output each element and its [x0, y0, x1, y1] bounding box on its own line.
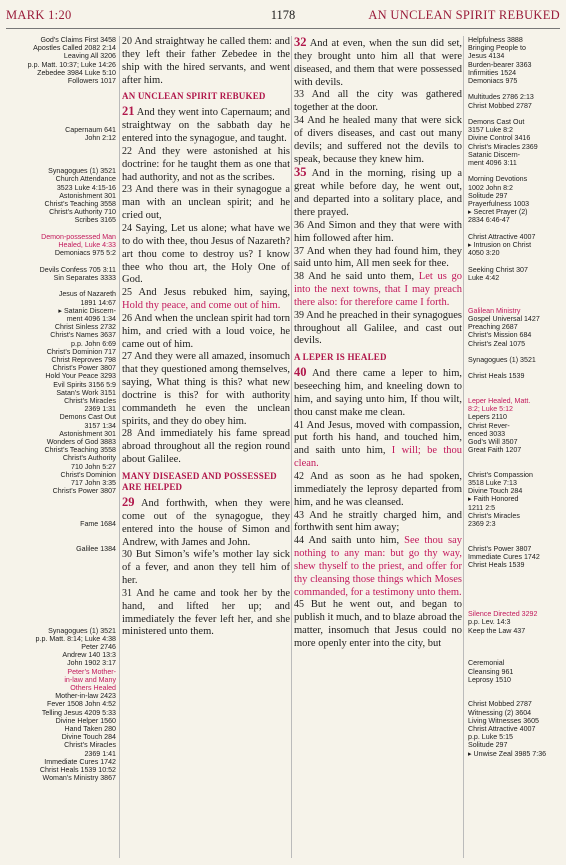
cross-reference-line: Christ’s Authority [62, 454, 116, 463]
verse [294, 36, 462, 89]
cross-reference-line: Satan’s Work 3151 [56, 388, 116, 397]
cross-reference-line: Astonishment 301 [59, 191, 116, 200]
cross-reference-line [466, 536, 564, 544]
cross-reference-line: 717 John 3:35 [71, 478, 116, 487]
verse-number: 29 [122, 495, 135, 509]
cross-reference-line [466, 594, 564, 602]
words-of-christ: I will; be thou clean. [294, 445, 462, 470]
cross-reference-line: p.p. Matt. 8:14; Luke 4:38 [35, 634, 116, 643]
cross-reference-line [466, 290, 564, 298]
cross-reference-line: Christ Mobbed 2787 [468, 700, 532, 709]
verse-text: And Jesus, moved with compassion, put forth his hand, and touched him, and saith unto him, [294, 419, 462, 457]
cross-reference-line [466, 257, 564, 265]
cross-reference-line: Immediate Cures 1742 [468, 552, 540, 561]
cross-reference-line: Healed, Luke 4:33 [58, 241, 116, 250]
verse-text: And there came a leper to him, beseeching him, and kneeling down to him, and saying unto him, If thou wilt, thou canst make me clean. [294, 368, 462, 418]
verse-text: And Jesus rebuked him, saying, [138, 287, 290, 299]
cross-reference-line [2, 512, 118, 520]
cross-reference-line [466, 643, 564, 651]
cross-reference-line: Wonders of God 3883 [46, 437, 116, 446]
cross-reference-line: Jesus of Nazareth [58, 290, 116, 299]
cross-reference-line: Preaching 2687 [468, 323, 518, 332]
cross-reference-line: Christ Attractive 4007 [468, 232, 536, 241]
cross-reference-line: Christ Sinless 2732 [54, 323, 116, 332]
cross-reference-line: ▸ Unwise Zeal 3985 7:36 [468, 749, 547, 758]
cross-reference-line: Devils Confess 705 3:11 [39, 265, 116, 274]
cross-reference-line: 2369 2:3 [468, 519, 496, 528]
verse-number: 38 [294, 271, 304, 283]
cross-reference-line: God’s Claims First 3458 [40, 36, 116, 44]
cross-reference-line [466, 282, 564, 290]
cross-reference-line [466, 110, 564, 118]
cross-reference-line: Christ Reproves 798 [51, 355, 116, 364]
verse-number: 42 [294, 471, 304, 482]
cross-reference-line: ment 4096 3:11 [468, 159, 517, 168]
cross-reference-line: Demoniacs 975 [468, 77, 518, 86]
cross-reference-line: Christ’s Names 3637 [50, 331, 116, 340]
words-of-christ: See thou say nothing to any man: but go thy way, shew thyself to the priest, and offer for thy cleansing those things which Moses commanded, for a testimony unto them. [294, 535, 462, 598]
verse-number: 25 [122, 287, 132, 299]
verse-number: 45 [294, 599, 304, 611]
verse-number: 41 [294, 419, 304, 431]
cross-reference-line: Christ’s Power 3807 [468, 544, 532, 553]
verse-number: 33 [294, 89, 304, 101]
verse [294, 366, 462, 419]
cross-reference-line [2, 504, 118, 512]
text-column-1 [122, 36, 290, 864]
cross-reference-line [466, 684, 564, 692]
verse-text: And they were astonished at his doctrine: for he taught them as one that had authority, and not as the scribes. [122, 145, 290, 183]
cross-reference-line: 3518 Luke 7:13 [468, 478, 517, 487]
left-column-divider [119, 36, 120, 858]
verse-text: And when the unclean spirit had torn him, and cried with a loud voice, he came out of him. [122, 312, 290, 350]
cross-reference-line: Great Faith 1207 [468, 446, 522, 455]
verse-text: And straightway he called them: and they left their father Zebedee in the ship with the hired servants, and went after him. [122, 36, 290, 86]
cross-reference-line [2, 618, 118, 626]
cross-reference-line: Immediate Cures 1742 [44, 757, 116, 766]
cross-reference-line: Christ’s Power 3807 [52, 364, 116, 373]
cross-reference-line: Christ Mobbed 2787 [468, 101, 532, 110]
cross-reference-line: ▸ Secret Prayer (2) [468, 208, 528, 217]
cross-reference-line [2, 577, 118, 585]
cross-reference-line [2, 586, 118, 594]
page-header [6, 8, 560, 28]
cross-reference-line: 2834 6:46-47 [468, 216, 510, 225]
verse-number: 20 [122, 36, 132, 47]
cross-reference-line: p.p. Matt. 10:37; Luke 14:26 [27, 60, 116, 69]
cross-reference-line [2, 93, 118, 101]
verse [122, 184, 290, 223]
cross-reference-line: Divine Control 3416 [468, 134, 531, 143]
cross-reference-line [2, 561, 118, 569]
cross-reference-line: Lepers 2110 [468, 413, 507, 422]
verse [294, 220, 462, 246]
cross-reference-line: Demoniacs 975 5:2 [54, 249, 116, 258]
cross-reference-line [466, 167, 564, 175]
cross-reference-line [466, 364, 564, 372]
cross-reference-line: Mother-in-law 2423 [55, 692, 116, 701]
cross-reference-line [466, 225, 564, 233]
verse [294, 246, 462, 272]
verse [294, 420, 462, 471]
verse [122, 351, 290, 428]
verse-text: And all the city was gathered together at the door. [294, 89, 462, 114]
cross-reference-line: 710 John 5:27 [71, 462, 116, 471]
verse-number: 24 [122, 222, 132, 234]
cross-reference-line [2, 528, 118, 536]
verse [122, 496, 290, 549]
cross-reference-line: p.p. John 6:69 [71, 339, 116, 348]
cross-reference-line: 2369 1:41 [84, 749, 116, 758]
verse [294, 510, 462, 536]
cross-reference-line: Leper Healed, Matt. [468, 396, 531, 405]
header-section-title: AN UNCLEAN SPIRIT REBUKED [368, 8, 560, 22]
verse-number: 22 [122, 145, 132, 157]
words-of-christ: Hold thy peace, and come out of him. [122, 300, 281, 312]
cross-reference-line: 8:2; Luke 5:12 [468, 405, 513, 414]
cross-reference-line [466, 602, 564, 610]
verse-number: 34 [294, 115, 304, 127]
verse [294, 166, 462, 219]
verse-text: But Simon’s wife’s mother lay sick of a fever, and anon they tell him of her. [122, 549, 290, 587]
cross-reference-line: Demons Cast Out [59, 413, 116, 422]
header-rule [6, 28, 560, 29]
cross-reference-line [466, 389, 564, 397]
cross-reference-line: Leaving All 3206 [63, 52, 116, 61]
verse-text: And in the morning, rising up a great while before day, he went out, and departed into a solitary place, and there prayed. [294, 168, 462, 218]
cross-reference-line [2, 159, 118, 167]
cross-reference-line [2, 536, 118, 544]
cross-reference-line: Astonishment 301 [59, 429, 116, 438]
verse-number: 32 [294, 36, 307, 49]
cross-reference-line: Woman’s Ministry 3867 [42, 774, 116, 783]
cross-reference-line [466, 569, 564, 577]
cross-reference-line [2, 610, 118, 618]
cross-reference-line: 1891 14:67 [80, 298, 116, 307]
cross-reference-line: Infirmities 1524 [468, 68, 517, 77]
cross-reference-line: Christ’s Dominion [60, 470, 116, 479]
verse [294, 535, 462, 599]
cross-reference-line [466, 528, 564, 536]
verse-number: 40 [294, 365, 307, 380]
cross-reference-line: in-law and Many [64, 675, 116, 684]
cross-reference-line: Christ Rever- [468, 421, 510, 430]
cross-reference-line: Bringing People to [468, 44, 526, 53]
cross-reference-line: Christ’s Miracles 2369 [468, 142, 538, 151]
cross-reference-line: Satanic Discern- [468, 150, 521, 159]
cross-reference-line [2, 151, 118, 159]
cross-reference-line [2, 118, 118, 126]
cross-reference-line: 1002 John 8:2 [468, 183, 513, 192]
cross-reference-line [466, 381, 564, 389]
cross-reference-line: Christ Heals 1539 10:52 [39, 766, 116, 775]
cross-reference-line [2, 553, 118, 561]
cross-reference-line: ▸ Faith Honored [468, 495, 519, 504]
cross-reference-line: Living Witnesses 3605 [468, 716, 539, 725]
verse-number: 26 [122, 312, 132, 324]
verse [122, 105, 290, 146]
cross-reference-line: 4050 3:20 [468, 249, 500, 258]
verse-number: 35 [294, 165, 307, 180]
cross-reference-line [466, 299, 564, 307]
cross-reference-line: Synagogues (1) 3521 [48, 167, 116, 176]
cross-reference-line: 1211 2:5 [468, 503, 496, 512]
verse-number: 37 [294, 245, 304, 257]
cross-reference-line: God’s Will 3507 [468, 437, 518, 446]
cross-reference-line: Solitude 297 [468, 741, 508, 750]
cross-reference-line: Divine Touch 284 [61, 733, 116, 742]
cross-reference-line: Gospel Universal 1427 [468, 314, 540, 323]
verse-text: And at even, when the sun did set, they brought unto him all that were diseased, and them that were possessed with devils. [294, 38, 462, 88]
cross-reference-line [2, 110, 118, 118]
cross-reference-line: Peter 2746 [81, 643, 116, 652]
cross-reference-line: Fever 1508 John 4:52 [46, 700, 116, 709]
verse-number: 21 [122, 104, 135, 119]
words-of-christ: Let us go into the next towns, that I may preach there also: for therefore came I forth. [294, 271, 462, 308]
cross-reference-line [2, 495, 118, 503]
cross-reference-line [2, 102, 118, 110]
text-column-2 [294, 36, 462, 864]
cross-reference-line: John 1902 3:17 [67, 659, 116, 668]
cross-reference-line: Others Healed [70, 684, 116, 693]
verse-text: And as soon as he had spoken, immediately the leprosy departed from him, and he was cleansed. [294, 471, 462, 508]
cross-reference-line [466, 586, 564, 594]
cross-reference-line: 3157 1:34 [84, 421, 116, 430]
verse-number: 44 [294, 535, 304, 547]
cross-reference-line: 2369 1:31 [84, 405, 116, 414]
cross-reference-line: Prayerfulness 1003 [468, 200, 530, 209]
cross-reference-line: Andrew 140 13:3 [62, 651, 116, 660]
cross-reference-line: Telling Jesus 4209 5:33 [41, 708, 116, 717]
cross-reference-line [2, 85, 118, 93]
cross-reference-line: Sin Separates 3333 [53, 273, 116, 282]
cross-reference-line: Christ’s Compassion [468, 470, 533, 479]
cross-reference-line: Christ’s Miracles [64, 741, 116, 750]
verse-text: And there was in their synagogue a man with an unclean spirit; and he cried out, [122, 184, 290, 222]
cross-reference-line [2, 602, 118, 610]
cross-reference-line: Christ’s Miracles [64, 396, 116, 405]
verse-number: 28 [122, 428, 132, 440]
cross-reference-line: Burden-bearer 3363 [468, 60, 532, 69]
verse-number: 43 [294, 509, 304, 521]
cross-reference-line: Evil Spirits 3156 5:9 [53, 380, 116, 389]
verse-text: And he said unto them, [308, 271, 415, 283]
cross-reference-line: ment 4096 1:34 [66, 314, 116, 323]
right-margin-references [466, 36, 564, 864]
cross-reference-line: Keep the Law 437 [468, 626, 526, 635]
cross-reference-line: Synagogues (1) 3521 [468, 355, 536, 364]
verse [122, 313, 290, 352]
cross-reference-line: Christ’s Authority 710 [49, 208, 116, 217]
verse-text: And he straitly charged him, and forthwith sent him away; [294, 509, 462, 534]
verse-text: And they were all amazed, insomuch that they questioned among themselves, saying, What thing is this? what new doctrine is this? for with authority commandeth he even the unclean spirits, and they do obey him. [122, 351, 290, 427]
verse-text: And Simon and they that were with him followed after him. [294, 219, 462, 244]
verse-text: And he came and took her by the hand, and lifted her up; and immediately the fever left her, and she ministered unto them. [122, 587, 290, 638]
cross-reference-line: Galilean Ministry [468, 306, 521, 315]
verse-text: Saying, Let us alone; what have we to do with thee, thou Jesus of Nazareth? art thou come to destroy us? I know thee who thou art, the Holy One of God. [122, 222, 290, 286]
cross-reference-line: Church Attendance [55, 175, 116, 184]
cross-reference-line: Morning Devotions [468, 175, 528, 184]
cross-reference-line: Hold Your Peace 3293 [45, 372, 116, 381]
cross-reference-line: ▸ Satanic Discern- [58, 306, 116, 315]
cross-reference-line: Christ Heals 1539 [468, 372, 525, 381]
verse [294, 599, 462, 650]
cross-reference-line: Scribes 3165 [74, 216, 116, 225]
left-margin-references [2, 36, 118, 864]
verse-text: And forthwith, when they were come out of the synagogue, they entered into the house of Simon and Andrew, with James and John. [122, 498, 290, 548]
section-heading: AN UNCLEAN SPIRIT REBUKED [122, 91, 266, 102]
cross-reference-line: enced 3033 [468, 429, 506, 438]
cross-reference-line: Christ’s Miracles [468, 511, 520, 520]
cross-reference-line: Christ’s Zeal 1075 [468, 339, 526, 348]
cross-reference-line: Fame 1684 [80, 519, 116, 528]
cross-reference-line: Jesus 4134 [468, 52, 505, 61]
cross-reference-line: Synagogues (1) 3521 [48, 626, 116, 635]
cross-reference-line: Leprosy 1510 [468, 675, 511, 684]
cross-reference-line: Silence Directed 3292 [468, 610, 538, 619]
cross-reference-line: Christ Attractive 4007 [468, 725, 536, 734]
verse-text: But he went out, and began to publish it much, and to blaze abroad the matter, insomuch that Jesus could no more openly enter into the city, but [294, 599, 462, 649]
verse-number: 31 [122, 587, 132, 599]
cross-reference-line: Christ’s Mission 684 [468, 331, 532, 340]
verse-number: 36 [294, 219, 304, 231]
cross-reference-line [2, 143, 118, 151]
cross-reference-line [466, 635, 564, 643]
cross-reference-line: Divine Helper 1560 [55, 716, 116, 725]
cross-reference-line [466, 651, 564, 659]
verse-number: 30 [122, 549, 132, 561]
cross-reference-line [466, 85, 564, 93]
cross-reference-line: p.p. Luke 5:15 [468, 733, 513, 742]
cross-reference-line: Solitude 297 [468, 191, 508, 200]
cross-reference-line: Cleansing 961 [468, 667, 514, 676]
verse-text: And when they had found him, they said unto him, All men seek for thee. [294, 245, 462, 270]
verse-text: And immediately his fame spread abroad throughout all the region round about Galilee. [122, 428, 290, 466]
cross-reference-line [466, 692, 564, 700]
cross-reference-line: Multitudes 2786 2:13 [468, 93, 534, 102]
verse [294, 471, 462, 510]
verse [122, 549, 290, 588]
verse-text: And he healed many that were sick of divers diseases, and cast out many devils; and suffered not the devils to speak, because they knew him. [294, 115, 462, 165]
verse [122, 223, 290, 287]
cross-reference-line: Capernaum 641 [65, 126, 116, 135]
cross-reference-line: Apostles Called 2082 2:14 [33, 44, 116, 53]
cross-reference-line [466, 454, 564, 462]
verse [122, 287, 290, 313]
cross-reference-line [466, 463, 564, 471]
cross-reference-line: Christ’s Dominion 717 [46, 347, 116, 356]
verse-number: 27 [122, 351, 132, 363]
verse-number: 39 [294, 309, 304, 321]
cross-reference-line: p.p. Lev. 14:3 [468, 618, 511, 627]
verse [294, 310, 462, 349]
cross-reference-line: Christ’s Power 3807 [52, 487, 116, 496]
cross-reference-line: Zebedee 3984 Luke 5:10 [37, 68, 116, 77]
right-column-divider [463, 36, 464, 858]
cross-reference-line [2, 225, 118, 233]
cross-reference-line: Peter’s Mother- [67, 667, 116, 676]
cross-reference-line: Galilee 1384 [76, 544, 116, 553]
cross-reference-line [466, 577, 564, 585]
cross-reference-line: Ceremonial [468, 659, 505, 668]
section-heading: A LEPER IS HEALED [294, 352, 387, 363]
cross-reference-line: Christ’s Teaching 3558 [44, 446, 116, 455]
cross-reference-line: John 2:12 [84, 134, 116, 143]
cross-reference-line: Helpfulness 3888 [468, 36, 523, 44]
cross-reference-line: ▸ Intrusion on Christ [468, 241, 532, 250]
verse-text: And saith unto him, [308, 535, 400, 547]
center-column-divider [291, 36, 292, 858]
verse-text: And he preached in their synagogues throughout all Galilee, and cast out devils. [294, 309, 462, 347]
cross-reference-line: Seeking Christ 307 [468, 265, 528, 274]
cross-reference-line: Witnessing (2) 3604 [468, 708, 532, 717]
cross-reference-line: Hand Taken 280 [64, 725, 116, 734]
header-reference: MARK 1:20 [6, 8, 72, 22]
verse [294, 89, 462, 115]
verse [122, 428, 290, 467]
cross-reference-line [2, 594, 118, 602]
cross-reference-line: Luke 4:42 [468, 273, 500, 282]
page-number: 1178 [270, 8, 296, 22]
verse [122, 36, 290, 87]
cross-reference-line [466, 348, 564, 356]
verse-number: 23 [122, 184, 132, 196]
cross-reference-line: Followers 1017 [67, 77, 116, 86]
cross-reference-line: Christ’s Teaching 3558 [44, 200, 116, 209]
verse [294, 271, 462, 310]
cross-reference-line: 3523 Luke 4:15-16 [56, 183, 116, 192]
verse [294, 115, 462, 166]
cross-reference-line [2, 569, 118, 577]
verse [122, 588, 290, 639]
cross-reference-line: 3157 Luke 8:2 [468, 126, 513, 135]
cross-reference-line [2, 257, 118, 265]
cross-reference-line [2, 282, 118, 290]
cross-reference-line: Divine Touch 284 [468, 487, 523, 496]
cross-reference-line: Demons Cast Out [468, 118, 525, 127]
verse [122, 146, 290, 185]
section-heading: MANY DISEASED AND POSSESSED ARE HELPED [122, 471, 277, 492]
cross-reference-line: Demon-possessed Man [41, 232, 116, 241]
verse-text: And they went into Capernaum; and straightway on the sabbath day he entered into the synagogue, and taught. [122, 107, 290, 145]
cross-reference-line: Christ Heals 1539 [468, 561, 525, 569]
